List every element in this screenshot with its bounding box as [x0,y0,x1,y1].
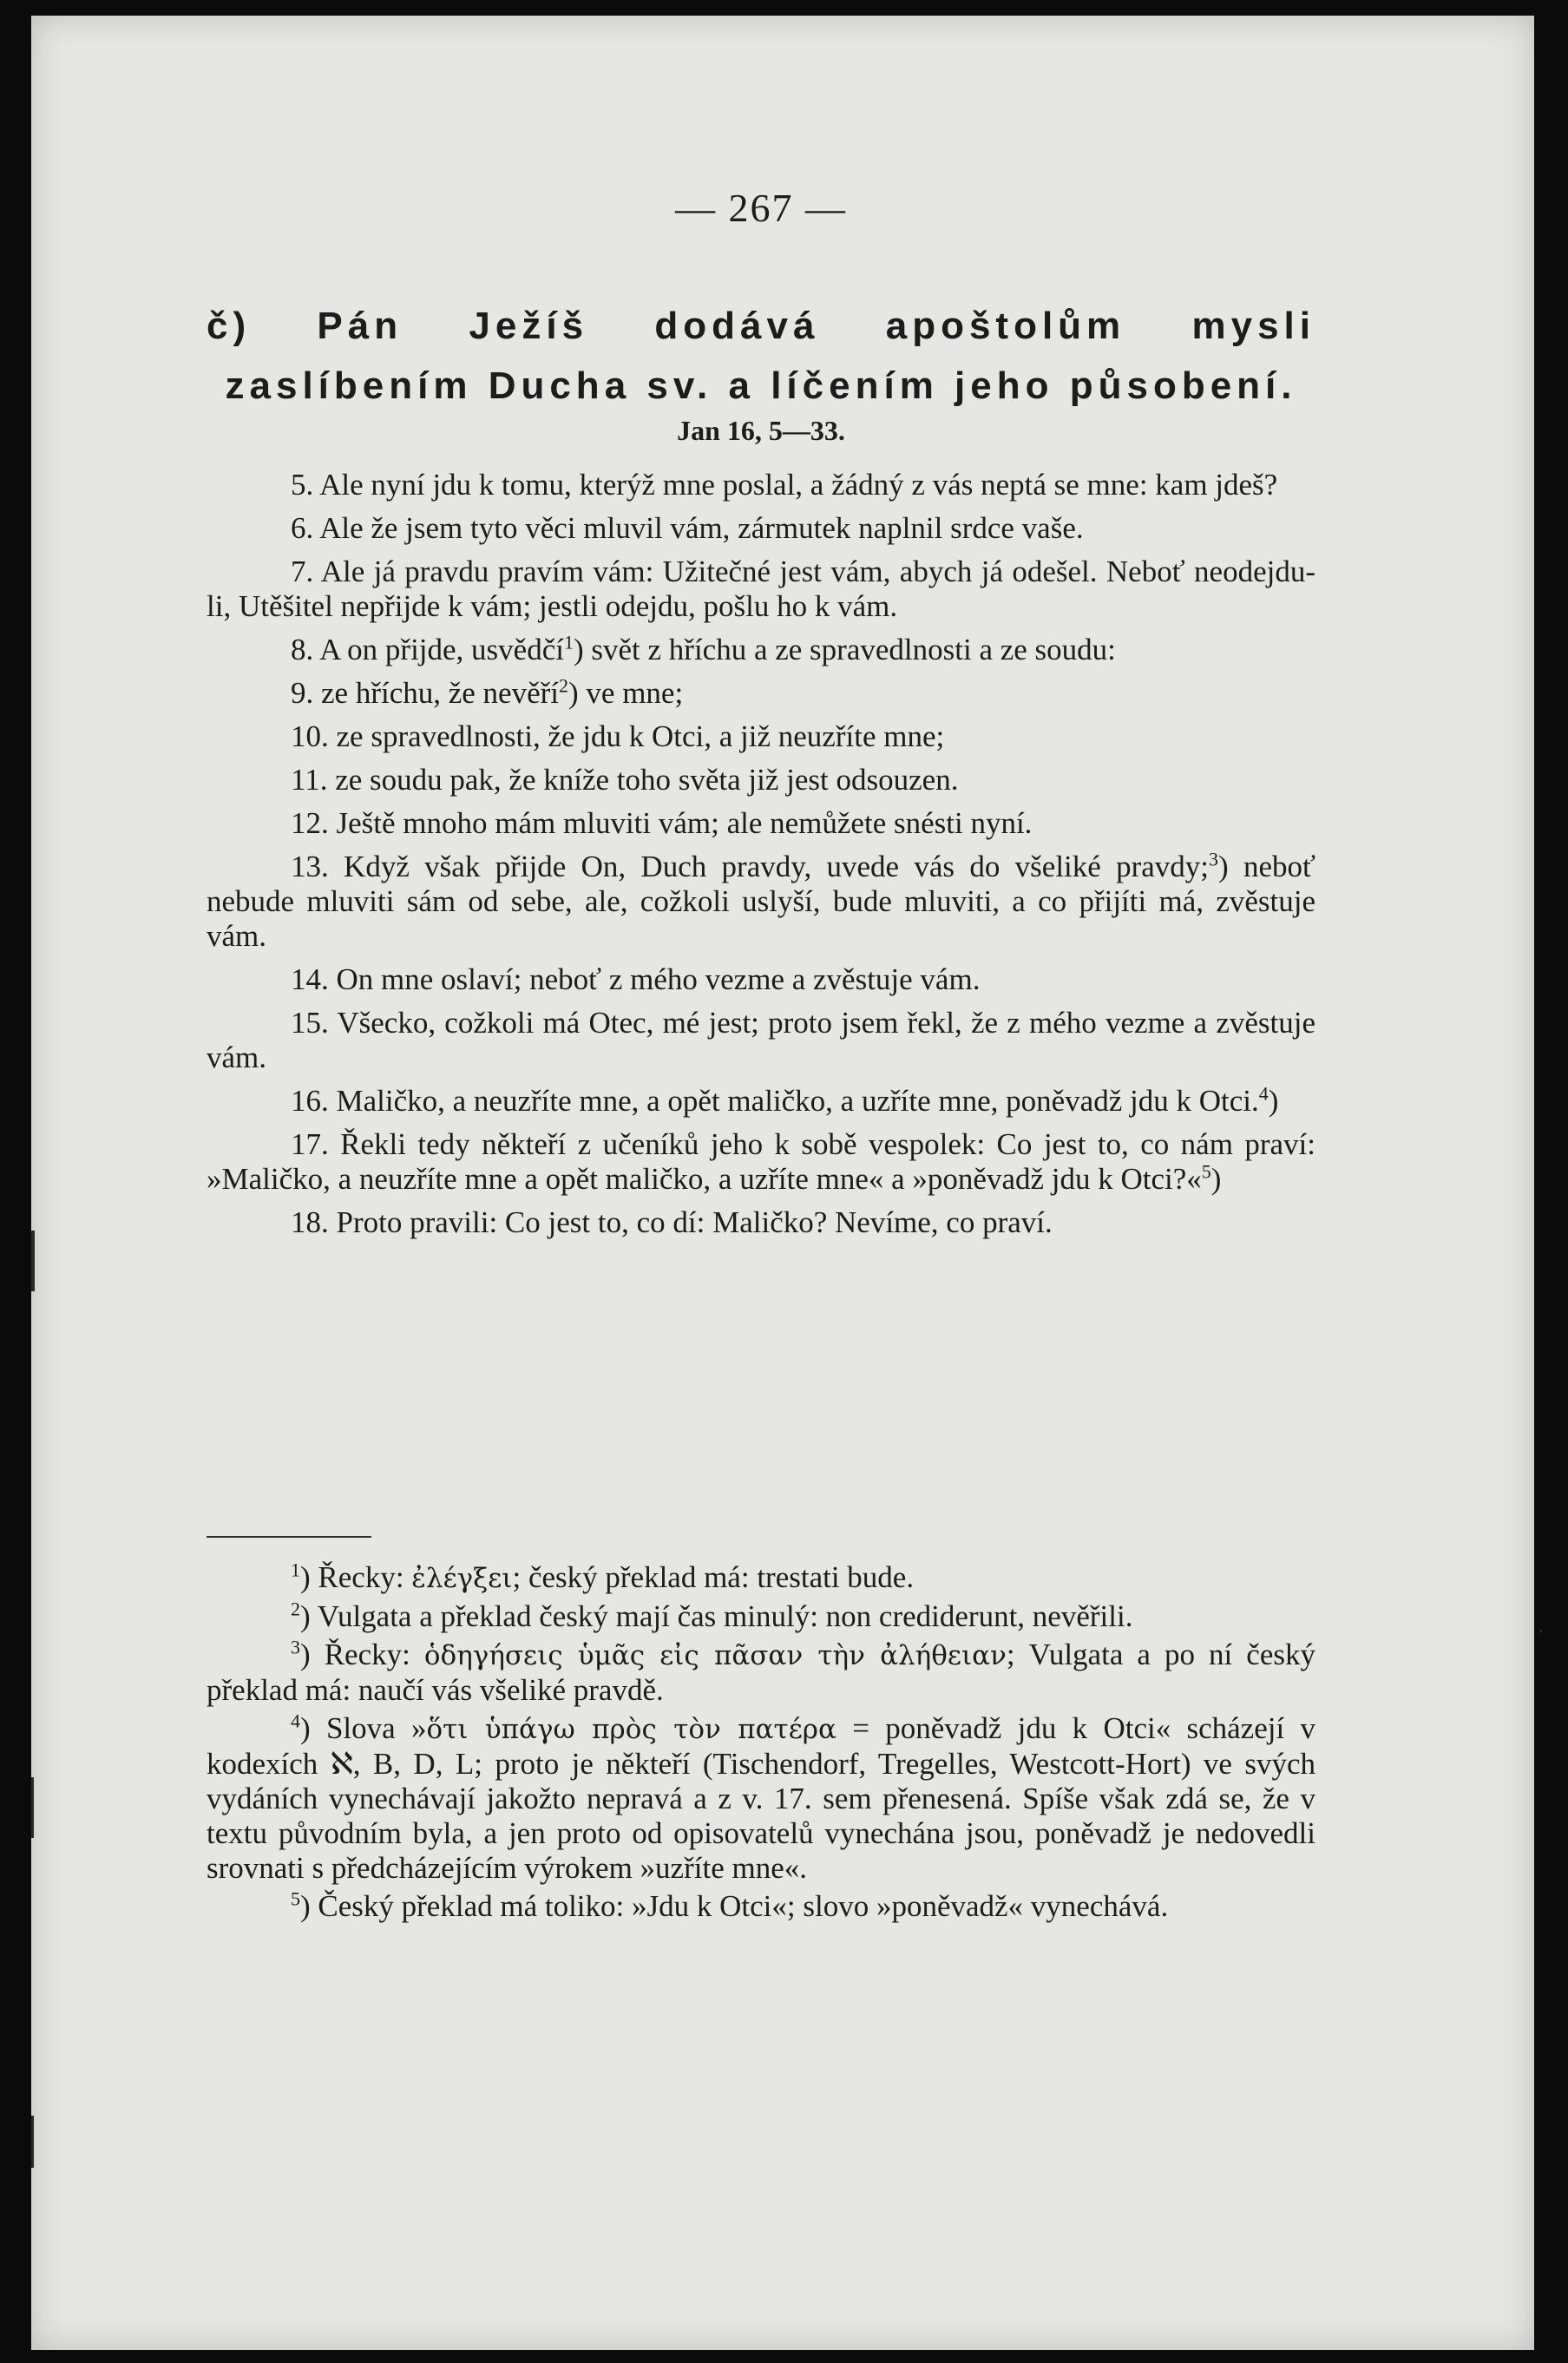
footnote: $^2$) Vulgata a překlad český mají čas minulý: non crediderunt, nevěřili. [291,1598,1133,1633]
edge-mark [1539,1630,1542,1632]
verse: 7. Ale já pravdu pravím vám: Užitečné jest vám, abych já odešel. Neboť neodejdu-li, Utěšitel nepřijde k vám; jestli odejdu, pošlu ho k vám. [207,555,1315,623]
greek-text: ἐλέγξει [411,1563,513,1594]
edge-mark [31,1777,34,1838]
verse: 9. ze hříchu, že nevěří$^2$) ve mne; [291,674,684,710]
verse: 17. Řekli tedy někteří z učeníků jeho k sobě vespolek: Co jest to, co nám praví: »Maličko, a neuzříte mne a opět maličko, a uzříte mne« a »poněvadž jdu k Otci?«$^5$) [207,1127,1315,1196]
verse: 12. Ještě mnoho mám mluviti vám; ale nemůžete snésti nyní. [291,806,1033,840]
footnote: $^4$) Slova »ὅτι ὑπάγω πρὸς τὸν πατέρα = poněvadž jdu k Otci« scházejí v kodexích ℵ, B, D, L; proto je někteří (Tischendorf, Tregelles, Westcott-Hort) ve svých vydáních vynechávají jakožto nepravá a z v. 17. sem přenesená. Spíše však zdá se, že v textu původním byla, a jen proto od opisovatelů vynechána jsou, poněvadž je nedovedli srovnati s předcházejícím výrokem »uzříte mne«. [207,1710,1315,1885]
footnotes [207,1560,1315,1927]
verse: 13. Když však přijde On, Duch pravdy, uvede vás do všeliké pravdy;$^3$) neboť nebude mluviti sám od sebe, ale, cožkoli uslyší, bude mluviti, a co přijíti má, zvěstuje vám. [207,848,1315,953]
greek-text: ὁδηγήσεις ὑμᾶς εἰς πᾶσαν τὴν ἀλήθειαν [423,1640,1007,1671]
footnote-ref: 3 [1209,848,1219,870]
footnote-ref: 1 [563,631,574,653]
greek-text: ὅτι ὑπάγω πρὸς τὸν πατέρα [426,1714,836,1745]
verse: 5. Ale nyní jdu k tomu, kterýž mne poslal, a žádný z vás neptá se mne: kam jdeš? [291,468,1278,502]
edge-mark [31,2116,34,2168]
footnote-divider [207,1536,371,1538]
footnote-ref: 2 [559,674,569,697]
footnote: $^1$) Řecky: ἐλέγξει; český překlad má: trestati bude. [291,1559,915,1594]
scripture-reference: Jan 16, 5—33. [677,415,845,446]
verse: 11. ze soudu pak, že kníže toho světa již jest odsouzen. [291,763,959,797]
verse: 6. Ale že jsem tyto věci mluvil vám, zármutek naplnil srdce vaše. [291,511,1084,545]
verse: 18. Proto pravili: Co jest to, co dí: Maličko? Nevíme, co praví. [291,1205,1053,1239]
scanned-page [31,16,1534,2350]
verse: 10. ze spravedlnosti, že jdu k Otci, a již neuzříte mne; [291,719,945,753]
verse: 16. Maličko, a neuzříte mne, a opět maličko, a uzříte mne, poněvadž jdu k Otci.$^4$) [291,1082,1279,1118]
verse: 14. On mne oslaví; neboť z mého vezme a zvěstuje vám. [291,962,981,996]
verse: 8. A on přijde, usvědčí$^1$) svět z hříchu a ze spravedlnosti a ze soudu: [291,631,1116,666]
footnote-ref: 4 [1258,1082,1269,1105]
verses [207,468,1315,1249]
page-number: — 267 — [675,186,847,230]
footnote-ref: 5 [1201,1160,1211,1183]
footnote: $^5$) Český překlad má toliko: »Jdu k Otci«; slovo »poněvadž« vynechává. [291,1887,1169,1923]
section-heading: č) Pán Ježíš dodává apoštolům mysli zaslíbením Ducha sv. a líčením jeho působení. [207,305,1315,407]
edge-mark [31,1231,35,1291]
verse: 15. Všecko, cožkoli má Otec, mé jest; proto jsem řekl, že z mého vezme a zvěstuje vám. [207,1006,1315,1074]
footnote: $^3$) Řecky: ὁδηγήσεις ὑμᾶς εἰς πᾶσαν τὴν ἀλήθειαν; Vulgata a po ní český překlad má: naučí vás všeliké pravdě. [207,1636,1315,1707]
